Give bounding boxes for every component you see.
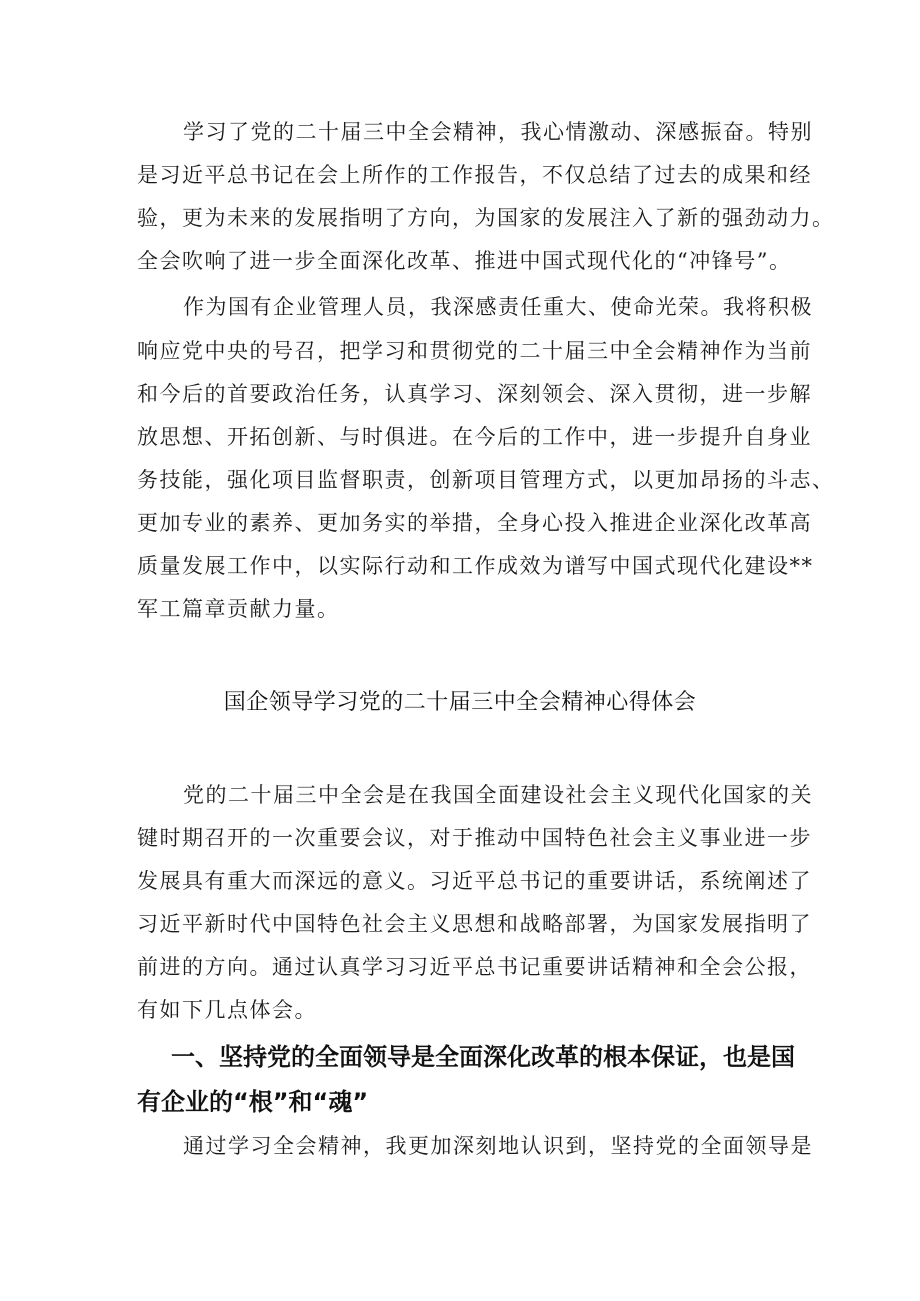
paragraph-line: 有如下几点体会。 <box>137 998 317 1022</box>
paragraph-line: 验，更为未来的发展指明了方向，为国家的发展注入了新的强劲动力。 <box>137 206 835 230</box>
paragraph-line: 响应党中央的号召，把学习和贯彻党的二十届三中全会精神作为当前 <box>137 339 812 363</box>
section-heading-line: 一、坚持党的全面领导是全面深化改革的根本保证，也是国 <box>171 1043 795 1071</box>
paragraph-line: 务技能，强化项目监督职责，创新项目管理方式，以更加昂扬的斗志、 <box>137 468 835 492</box>
paragraph-line: 和今后的首要政治任务，认真学习、深刻领会、深入贯彻，进一步解 <box>137 382 812 406</box>
paragraph-line: 党的二十届三中全会是在我国全面建设社会主义现代化国家的关 <box>183 783 813 807</box>
paragraph-line: 作为国有企业管理人员，我深感责任重大、使命光荣。我将积极 <box>183 295 813 319</box>
paragraph-line: 是习近平总书记在会上所作的工作报告，不仅总结了过去的成果和经 <box>137 163 812 187</box>
paragraph-line: 前进的方向。通过认真学习习近平总书记重要讲话精神和全会公报， <box>137 955 812 979</box>
paragraph-line: 通过学习全会精神，我更加深刻地认识到，坚持党的全面领导是 <box>183 1134 813 1158</box>
section-heading-line: 有企业的“根”和“魂” <box>137 1088 369 1116</box>
paragraph-line: 军工篇章贡献力量。 <box>137 597 340 621</box>
article-title: 国企领导学习党的二十届三中全会精神心得体会 <box>223 690 697 715</box>
paragraph-line: 质量发展工作中，以实际行动和工作成效为谱写中国式现代化建设** <box>137 554 814 578</box>
paragraph-line: 学习了党的二十届三中全会精神，我心情激动、深感振奋。特别 <box>183 120 813 144</box>
paragraph-line: 键时期召开的一次重要会议，对于推动中国特色社会主义事业进一步 <box>137 826 812 850</box>
paragraph-line: 发展具有重大而深远的意义。习近平总书记的重要讲话，系统阐述了 <box>137 869 812 893</box>
paragraph-line: 放思想、开拓创新、与时俱进。在今后的工作中，进一步提升自身业 <box>137 425 812 449</box>
paragraph-line: 全会吹响了进一步全面深化改革、推进中国式现代化的“冲锋号”。 <box>137 249 792 273</box>
paragraph-line: 习近平新时代中国特色社会主义思想和战略部署，为国家发展指明了 <box>137 912 812 936</box>
paragraph-line: 更加专业的素养、更加务实的举措，全身心投入推进企业深化改革高 <box>137 511 812 535</box>
